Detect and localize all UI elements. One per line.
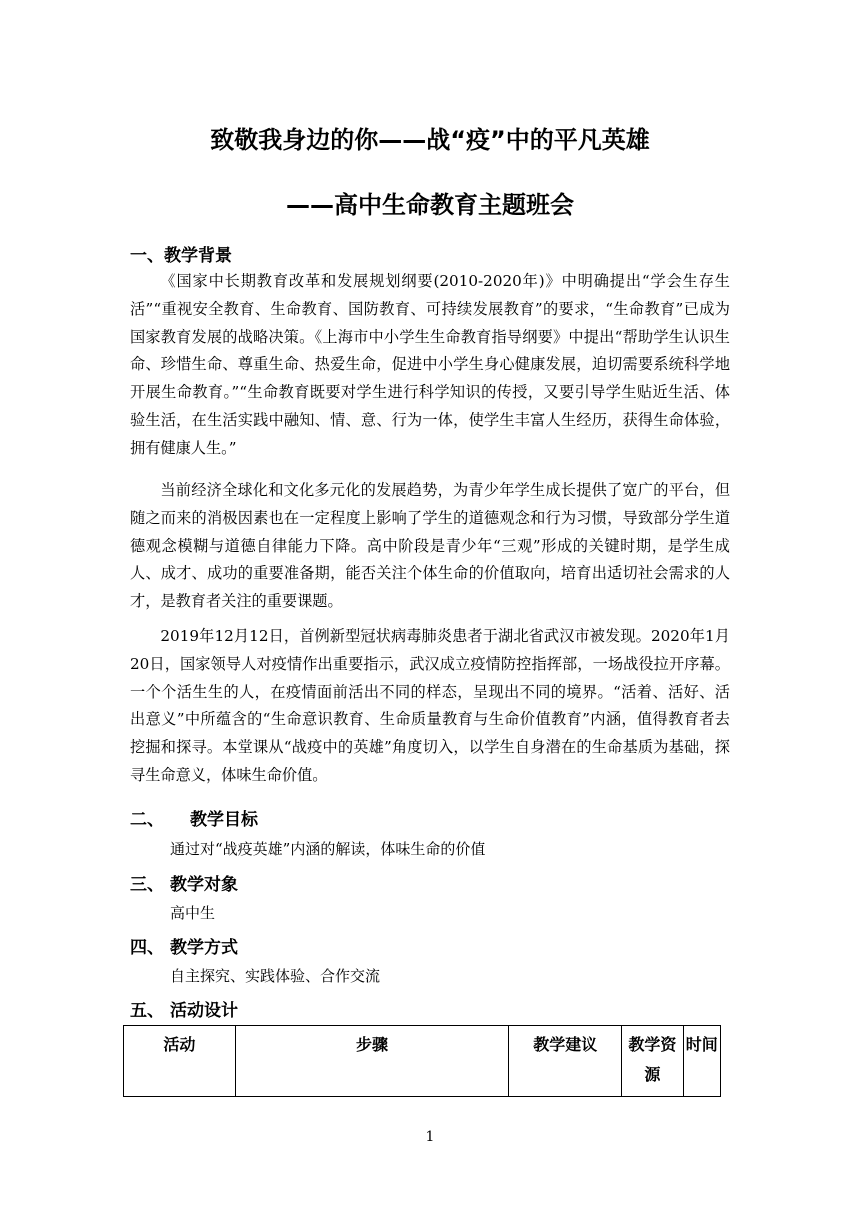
section-title: 教学背景 bbox=[164, 246, 232, 266]
section-title: 教学方式 bbox=[170, 938, 238, 958]
table-header-activity: 活动 bbox=[124, 1026, 236, 1097]
table-header-resources: 教学资源 bbox=[622, 1026, 684, 1097]
table-header-suggestions: 教学建议 bbox=[509, 1026, 622, 1097]
section-number: 四、 bbox=[130, 938, 164, 958]
section-heading-audience bbox=[130, 870, 238, 895]
section-heading-methods bbox=[130, 933, 238, 958]
background-paragraph-3: 2019年12月12日，首例新型冠状病毒肺炎患者于湖北省武汉市被发现。2020年1月20日，国家领导人对疫情作出重要指示，武汉成立疫情防控指挥部，一场战役拉开序幕。一个个活生生的人，在疫情面前活出不同的样态，呈现出不同的境界。“活着、活好、活出意义”中所蕴含的“生命意识教育、生命质量教育与生命价值教育”内涵，值得教育者去挖掘和探寻。本堂课从“战疫中的英雄”角度切入，以学生自身潜在的生命基质为基础，探寻生命意义，体味生命价值。 bbox=[130, 627, 730, 784]
table-header-steps: 步骤 bbox=[235, 1026, 509, 1097]
section-title: 教学对象 bbox=[170, 875, 238, 895]
page-number: 1 bbox=[425, 1129, 435, 1145]
section-heading-activity-design bbox=[130, 996, 238, 1021]
table-header-time: 时间 bbox=[683, 1026, 720, 1097]
section-number: 一、 bbox=[130, 246, 164, 266]
section-heading-objectives bbox=[130, 805, 258, 830]
table-header-row bbox=[124, 1026, 721, 1097]
audience-content: 高中生 bbox=[170, 904, 216, 922]
objectives-content: 通过对“战疫英雄”内涵的解读，体味生命的价值 bbox=[170, 840, 486, 858]
background-paragraph-2: 当前经济全球化和文化多元化的发展趋势，为青少年学生成长提供了宽广的平台，但随之而来的消极因素也在一定程度上影响了学生的道德观念和行为习惯，导致部分学生道德观念模糊与道德自律能力下降。高中阶段是青少年“三观”形成的关键时期，是学生成人、成才、成功的重要准备期，能否关注个体生命的价值取向，培育出适切社会需求的人才，是教育者关注的重要课题。 bbox=[130, 481, 730, 611]
section-number: 三、 bbox=[130, 875, 164, 895]
section-title: 教学目标 bbox=[190, 810, 258, 830]
background-paragraph-1: 《国家中长期教育改革和发展规划纲要(2010-2020年)》中明确提出“学会生存生活”“重视安全教育、生命教育、国防教育、可持续发展教育”的要求，“生命教育”已成为国家教育发展的战略决策。《上海市中小学生生命教育指导纲要》中提出“帮助学生认识生命、珍惜生命、尊重生命、热爱生命，促进中小学生身心健康发展，迫切需要系统科学地开展生命教育。”“生命教育既要对学生进行科学知识的传授，又要引导学生贴近生活、体验生活，在生活实践中融知、情、意、行为一体，使学生丰富人生经历，获得生命体验，拥有健康人生。” bbox=[130, 272, 730, 457]
section-heading-background bbox=[130, 241, 232, 266]
document-subtitle: ——高中生命教育主题班会 bbox=[286, 191, 574, 219]
activity-design-table bbox=[123, 1025, 721, 1097]
section-number: 五、 bbox=[130, 1001, 164, 1021]
section-title: 活动设计 bbox=[170, 1001, 238, 1021]
methods-content: 自主探究、实践体验、合作交流 bbox=[170, 967, 381, 985]
document-title: 致敬我身边的你——战“疫”中的平凡英雄 bbox=[210, 126, 650, 154]
section-number: 二、 bbox=[130, 810, 164, 830]
